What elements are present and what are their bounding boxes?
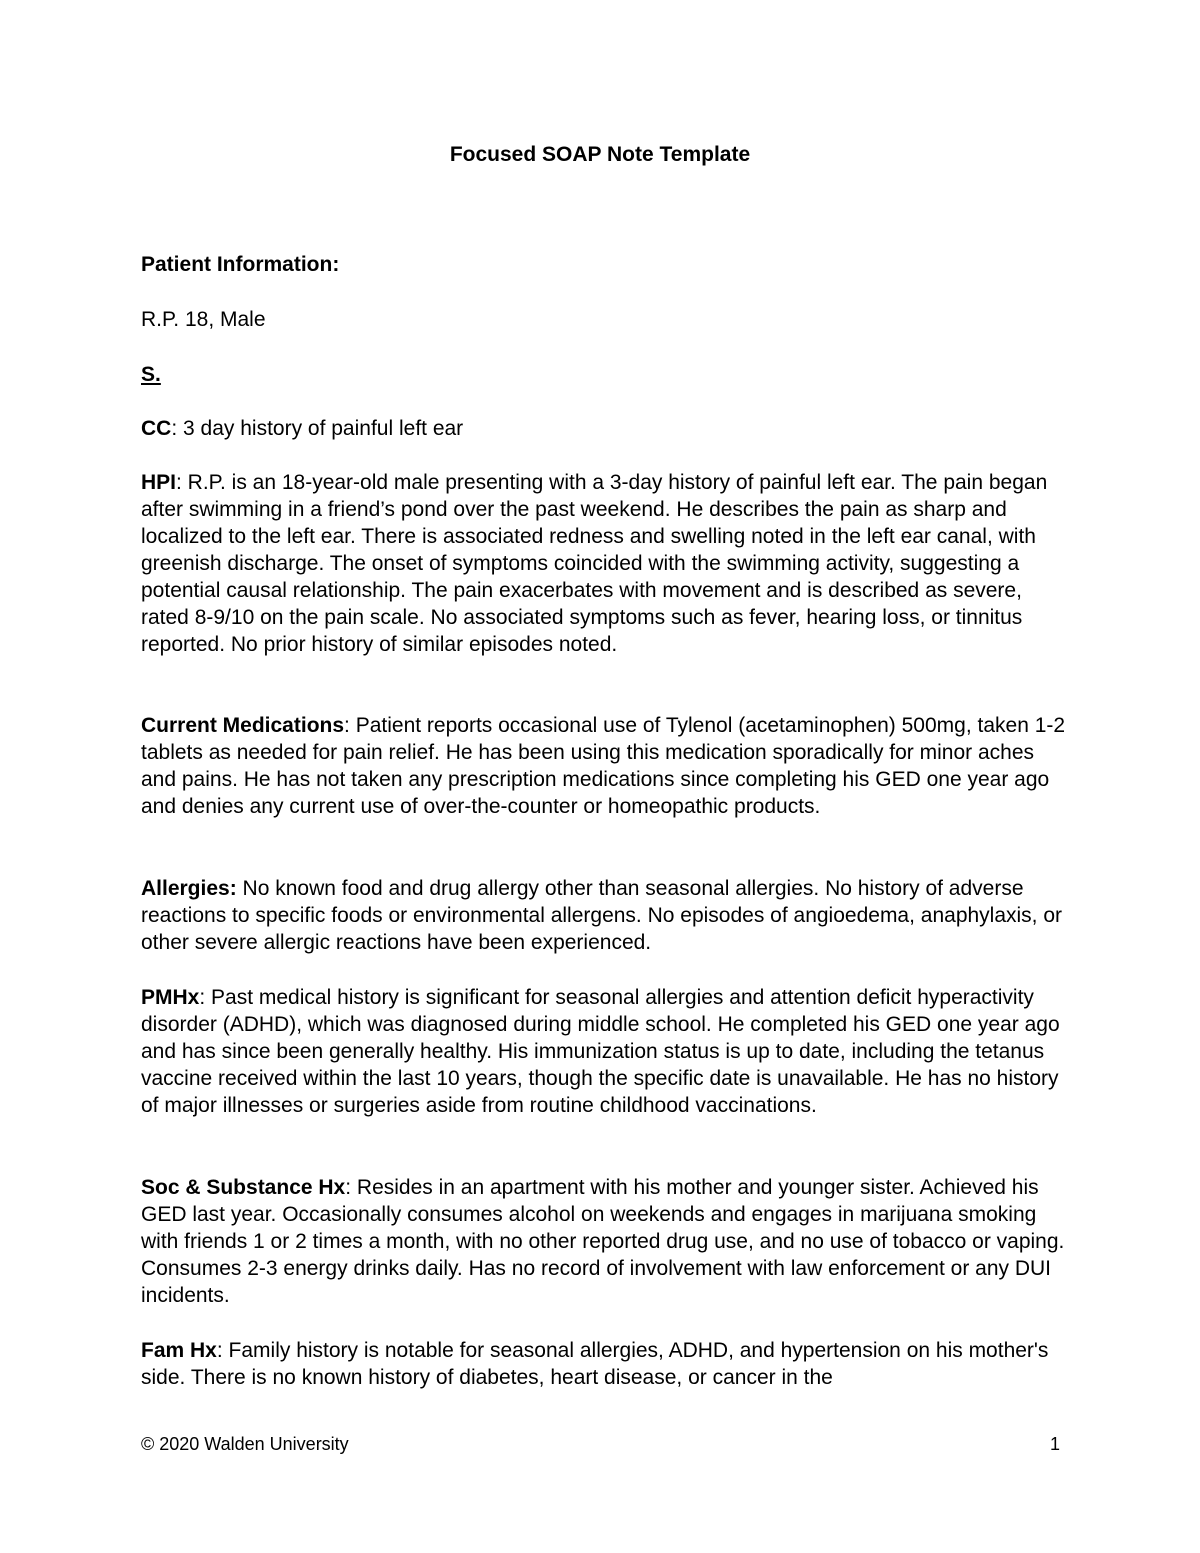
- social-text: : Resides in an apartment with his mother and younger sister. Achieved his GED last year. Occasionally consumes alcohol on weekends and engages in marijuana smoking with friends 1 or 2 times a month, with no other reported drug use, and no use of tobacco or vaping. Consumes 2-3 energy drinks daily. Has no record of involvement with law enforcement or any DUI incidents.: [141, 1176, 1065, 1307]
- pmhx-paragraph: [141, 984, 1066, 1119]
- allergies-label: Allergies:: [141, 877, 237, 900]
- family-paragraph: [141, 1337, 1066, 1391]
- document-title: Focused SOAP Note Template: [449, 143, 751, 166]
- pmhx-label: PMHx: [141, 986, 200, 1009]
- cc-text: : 3 day history of painful left ear: [171, 417, 464, 440]
- patient-info-heading: Patient Information:: [141, 253, 340, 276]
- cc-label: CC: [141, 417, 172, 440]
- family-text: : Family history is notable for seasonal allergies, ADHD, and hypertension on his mother's side. There is no known history of diabetes, heart disease, or cancer in the: [141, 1339, 1049, 1389]
- allergies-text: No known food and drug allergy other than seasonal allergies. No history of adverse reactions to specific foods or environmental allergens. No episodes of angioedema, anaphylaxis, or other severe allergic reactions have been experienced.: [141, 877, 1063, 954]
- medications-text: : Patient reports occasional use of Tylenol (acetaminophen) 500mg, taken 1-2 tablets as needed for pain relief. He has been using this medication sporadically for minor aches and pains. He has not taken any prescription medications since completing his GED one year ago and denies any current use of over-the-counter or homeopathic products.: [141, 714, 1066, 818]
- medications-paragraph: [141, 712, 1066, 820]
- hpi-paragraph: [141, 469, 1066, 658]
- patient-info: R.P. 18, Male: [141, 308, 266, 331]
- cc-paragraph: [141, 415, 1066, 442]
- footer-copyright: © 2020 Walden University: [141, 1434, 349, 1454]
- social-label: Soc & Substance Hx: [141, 1176, 346, 1199]
- hpi-text: : R.P. is an 18-year-old male presenting with a 3-day history of painful left ear. The pain began after swimming in a friend’s pond over the past weekend. He describes the pain as sharp and localized to the left ear. There is associated redness and swelling noted in the left ear canal, with greenish discharge. The onset of symptoms coincided with the swimming activity, suggesting a potential causal relationship. The pain exacerbates with movement and is described as severe, rated 8-9/10 on the pain scale. No associated symptoms such as fever, hearing loss, or tinnitus reported. No prior history of similar episodes noted.: [141, 471, 1048, 656]
- allergies-paragraph: [141, 875, 1066, 956]
- hpi-label: HPI: [141, 471, 177, 494]
- pmhx-text: : Past medical history is significant for seasonal allergies and attention deficit hyperactivity disorder (ADHD), which was diagnosed during middle school. He completed his GED one year ago and has since been generally healthy. His immunization status is up to date, including the tetanus vaccine received within the last 10 years, though the specific date is unavailable. He has no history of major illnesses or surgeries aside from routine childhood vaccinations.: [141, 986, 1060, 1117]
- medications-label: Current Medications: [141, 714, 345, 737]
- family-label: Fam Hx: [141, 1339, 217, 1362]
- social-paragraph: [141, 1174, 1066, 1309]
- footer-page-number: 1: [1049, 1434, 1060, 1454]
- subjective-heading: S.: [141, 363, 161, 386]
